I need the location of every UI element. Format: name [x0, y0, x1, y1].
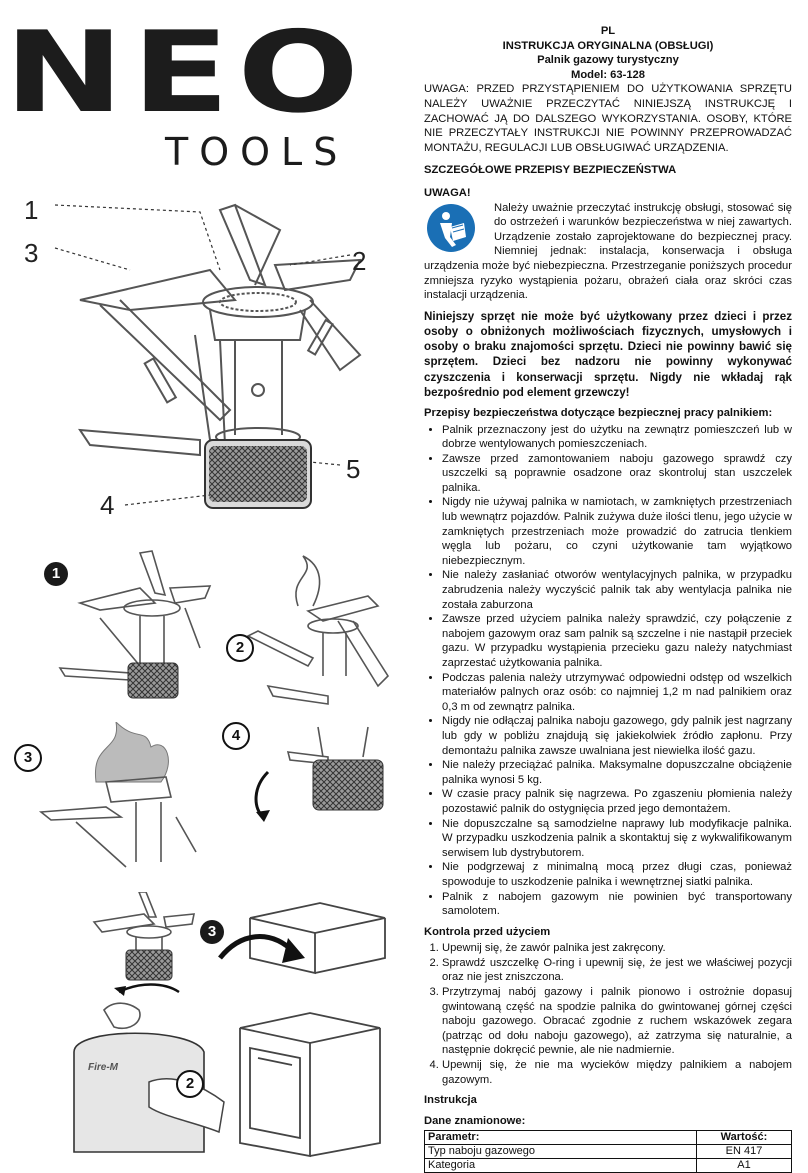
- product-name: Palnik gazowy turystyczny: [537, 54, 679, 67]
- table-row: [425, 1159, 792, 1173]
- burner-leg-left: [80, 270, 235, 310]
- nameplate-table: [424, 1130, 792, 1173]
- value-cell: A1: [697, 1159, 792, 1173]
- list-item: • Nie należy przeciążać palnika. Maksymalne dopuszczalne obciążenie palnika wynosi 5 kg.: [442, 758, 792, 787]
- burner-leg-right: [275, 260, 360, 290]
- intro-warning: UWAGA: PRZED PRZYSTĄPIENIEM DO UŻYTKOWANIA SPRZĘTU NALEŻY UWAŻNIE PRZECZYTAĆ NINIEJSZĄ INSTRUKCJĘ I ZACHOWAĆ JĄ DO DALSZEGO WYKORZYSTANIA. OSOBY, KTÓRE NIE PRZECZYTAŁY INSTRUKCJI NIE POWINNY PRZEPROWADZAĆ MONTAŻU, REGULACJI LUB OBSŁUGIWAĆ URZĄDZENIA.: [424, 83, 792, 154]
- list-item: 2. Sprawdź uszczelkę O-ring i upewnij się, że jest we właściwej pozycji oraz nie jest zniszczona.: [442, 956, 792, 985]
- list-item: • Palnik przeznaczony jest do użytku na zewnątrz pomieszczeń lub w dobrze wentylowanych pomieszczeniach.: [442, 423, 792, 452]
- valve-handle: [80, 430, 200, 455]
- step-badge-4: 4: [222, 722, 250, 750]
- table-row: [425, 1145, 792, 1159]
- nameplate-heading: Dane znamionowe:: [424, 1114, 526, 1127]
- step2-figure: [228, 546, 408, 716]
- warning-text: Należy uważnie przeczytać instrukcję obsługi, stosować się do ostrzeżeń i warunków bezpieczeństwa w niej zawartych. Urządzenie zostało zaprojektowane do bezpiecznej pracy. Niemniej jednak: instalacja, konserwacja i obsługa urządzenia może być niebezpieczna. Przestrzeganie poniższych procedur zmniejsza ryzyko wystąpienia pożaru, obrażeń ciała oraz skróci czas instalacji urządzenia.: [424, 201, 792, 302]
- list-item: • Zawsze przed zamontowaniem naboju gazowego sprawdź czy uszczelki są poprawnie osadzone oraz skontroluj stan uszczelek palnika.: [442, 452, 792, 496]
- burner-rules-heading: Przepisy bezpieczeństwa dotyczące bezpiecznej pracy palnikiem:: [424, 406, 773, 419]
- children-warning: Niniejszy sprzęt nie może być użytkowany przez dzieci i przez osoby o obniżonych możliwościach fizycznych, umysłowych i osoby o braku znajomości sprzętu. Dzieci nie powinny bawić się sprzętem. Dzieci bez nadzoru nie powinny wykonywać czyszczenia i konserwacji sprzętu. Nigdy nie wkładaj rąk bezpośrednio pod element grzewczy!: [424, 309, 792, 399]
- list-item: • Podczas palenia należy utrzymywać odpowiedni odstęp od wszelkich materiałów palnych oraz osób: co najmniej 1,2 m nad palnikiem oraz 0,3 m od zewnątrz palnika.: [442, 671, 792, 715]
- insert-arrow-icon: [220, 937, 295, 958]
- brand-logo-tools: TOOLS: [165, 130, 349, 174]
- model-number: Model: 63-128: [571, 68, 645, 81]
- step4-figure: [228, 722, 408, 832]
- table-header-row: [425, 1131, 792, 1145]
- list-item: • Nigdy nie odłączaj palnika naboju gazowego, gdy palnik jest nagrzany lub gdy w pobliżu znajdują się jakiekolwiek źródło zapłonu. Przy demontażu palnika zawsze uwalniana jest niewielka ilość gazu.: [442, 714, 792, 758]
- list-item: • Zawsze przed użyciem palnika należy sprawdzić, czy połączenie z nabojem gazowym oraz sam palnik są szczelne i nie nastąpił przeciek gazu. W przypadku wystąpienia przecieku gazu należy natychmiast zaprzestać użytkowania palnika.: [442, 612, 792, 670]
- warning-block: [424, 201, 792, 303]
- callout-5: 5: [346, 454, 361, 484]
- rotate-arrow-icon: [256, 772, 268, 817]
- box-figure: [210, 898, 405, 1160]
- step-badge-b3: 3: [200, 920, 224, 944]
- control-heading: Kontrola przed użyciem: [424, 925, 551, 938]
- column-header-param: Parametr:: [425, 1131, 697, 1145]
- list-item: 3. Przytrzymaj nabój gazowy i palnik pionowo i ostrożnie dopasuj gwintowaną część na spodzie palnika do gwintowanej górnej części naboju gazowego. Obracać zgodnie z ruchem wskazówek zegara (patrząc od dołu naboju gazowego), aż zatrzyma się naturalnie, a następnie dokręcić pewnie, ale nie nadmiernie.: [442, 985, 792, 1058]
- list-item: • Nie podgrzewaj z minimalną mocą przez długi czas, ponieważ spowoduje to uszkodzenie palnika i wewnętrznej siatki palnika.: [442, 860, 792, 889]
- value-cell: EN 417: [697, 1145, 792, 1159]
- step-badge-1: 1: [44, 562, 68, 586]
- step-badge-b2: 2: [176, 1070, 204, 1098]
- flame-icon: [95, 722, 168, 782]
- callout-1: 1: [24, 195, 39, 225]
- control-list: [424, 941, 792, 1087]
- text-column: [424, 24, 792, 1173]
- callout-3: 3: [24, 238, 39, 268]
- cartridge-label: Fire-M: [88, 1062, 118, 1073]
- doc-title: INSTRUKCJA ORYGINALNA (OBSŁUGI): [502, 39, 714, 52]
- warning-label: UWAGA!: [424, 186, 471, 199]
- list-item: • Nie należy zasłaniać otworów wentylacyjnych palnika, w przypadku zabrudzenia należy wyczyścić palnik tak aby wentylacja palnika nie została zaburzona: [442, 568, 792, 612]
- rotate-arrow-icon: [119, 985, 179, 993]
- safety-heading: SZCZEGÓŁOWE PRZEPISY BEZPIECZEŃSTWA: [424, 164, 677, 177]
- instruction-heading: Instrukcja: [424, 1094, 477, 1107]
- list-item: • Palnik z nabojem gazowym nie powinien być transportowany samolotem.: [442, 890, 792, 919]
- list-item: • Nie dopuszczalne są samodzielne naprawy lub modyfikacje palnika. W przypadku uszkodzenia palnik a skontaktuj się z wykwalifikowanym serwisem lub dystrybutorem.: [442, 817, 792, 861]
- brand-logo-neo: NEO: [4, 8, 367, 138]
- column-header-value: Wartość:: [697, 1131, 792, 1145]
- step-badge-2: 2: [226, 634, 254, 662]
- callout-2: 2: [352, 246, 367, 276]
- list-item: • Nigdy nie używaj palnika w namiotach, w zamkniętych przestrzeniach lub wewnątrz pojazdów. Palnik zużywa duże ilości tlenu, jego użycie w zamkniętych przestrzeniach może prowadzić do zatrucia tlenkiem węgla lub pożaru, co czyni użytkowanie tam wyjątkowo niebezpiecznym.: [442, 495, 792, 568]
- burner-rules-list: [424, 423, 792, 919]
- callout-4: 4: [100, 490, 115, 520]
- param-cell: Kategoria: [425, 1159, 697, 1173]
- list-item: 4. Upewnij się, że nie ma wycieków między palnikiem a nabojem gazowym.: [442, 1058, 792, 1087]
- read-manual-icon: [426, 203, 476, 253]
- param-cell: Typ naboju gazowego: [425, 1145, 697, 1159]
- knurled-knob: [205, 440, 311, 508]
- list-item: 1. Upewnij się, że zawór palnika jest zakręcony.: [442, 941, 792, 956]
- step3-figure: [36, 722, 216, 872]
- lang-code: PL: [600, 25, 616, 37]
- list-item: • W czasie pracy palnik się nagrzewa. Po zgaszeniu płomienia należy pozostawić palnik do ostygnięcia przed jego demontażem.: [442, 787, 792, 816]
- step-badge-3: 3: [14, 744, 42, 772]
